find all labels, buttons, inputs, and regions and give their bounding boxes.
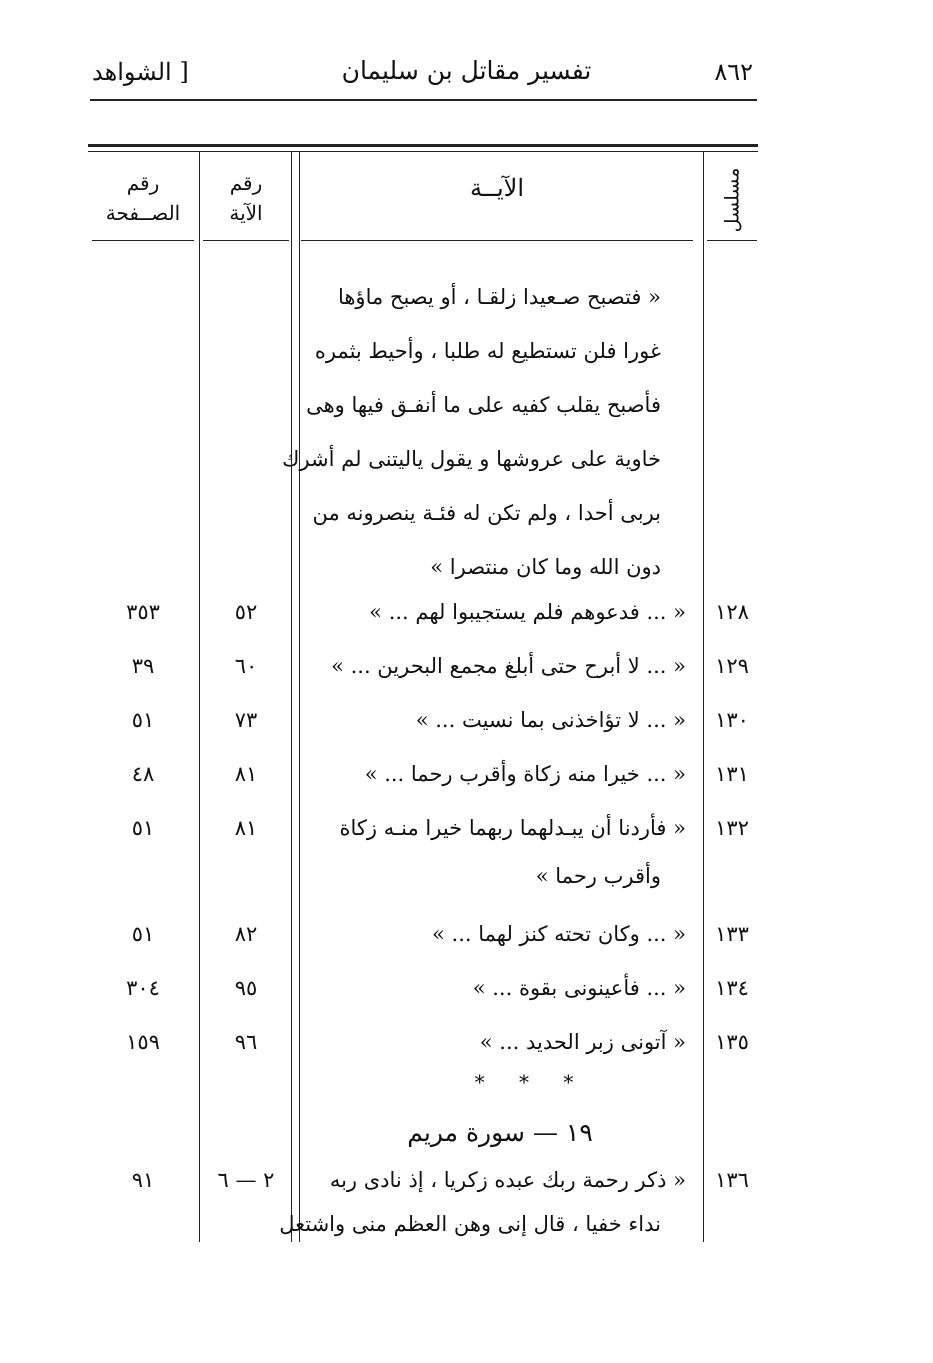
column-divider [199,152,200,1242]
verse-text-continued: نداء خفيا ، قال إنى وهن العظم منى واشتعل [279,1212,661,1236]
table-row [0,1030,933,1070]
verse-line: « فتصبح صـعيدا زلقـا ، أو يصبح ماؤها [337,285,661,309]
column-divider [299,152,300,1242]
verse-text: « ... لا تؤاخذنى بما نسيت ... » [415,708,686,732]
book-title: تفسير مقاتل بن سليمان [341,56,592,85]
verse-line: غورا فلن تستطيع له طلبا ، وأحيط بثمره [314,339,661,363]
serial-number: ١٣٥ [715,1030,749,1054]
verse-number: ٥٢ [234,600,258,624]
continued-verse [282,270,661,594]
page-number: ٨٦٢ [714,58,753,86]
header-rule [90,99,757,101]
table-row [0,708,933,748]
serial-number: ١٣٠ [715,708,749,732]
table-top-rule-thin [88,151,758,152]
table-row [0,1168,933,1258]
verse-number: ٦٠ [234,654,258,678]
verse-text-continued: وأقرب رحما » [535,864,661,888]
page-reference: ٣٩ [131,654,155,678]
verse-text: « ... فأعينونى بقوة ... » [472,976,686,1000]
verse-text: « فأردنا أن يبـدلهما ربهما خيرا منـه زكاة [339,816,686,840]
verse-line: دون الله وما كان منتصرا » [430,555,661,579]
column-header-page-number: رقم الصــفحة [105,171,181,225]
header-underline [301,240,693,241]
page-reference: ٤٨ [131,762,155,786]
verse-text: « ذكر رحمة ربك عبده زكريا ، إذ نادى ربه [329,1168,686,1192]
header-underline [707,240,757,241]
serial-number: ١٣٢ [715,816,749,840]
table-row [0,922,933,962]
serial-number: ١٢٨ [715,600,749,624]
verse-line: خاوية على عروشها و يقول ياليتنى لم أشرك [282,447,661,471]
verse-line: فأصبح يقلب كفيه على ما أنفـق فيها وهى [306,393,661,417]
verse-number: ٨١ [234,762,258,786]
serial-number: ١٣٦ [715,1168,749,1192]
serial-number: ١٣١ [715,762,749,786]
header-underline [92,240,194,241]
page-reference: ٥١ [131,816,155,840]
page-reference: ٥١ [131,922,155,946]
sura-heading: ١٩ — سورة مريم [407,1118,593,1147]
table-row [0,816,933,906]
table-row [0,600,933,640]
verse-number: ٨٢ [234,922,258,946]
verse-number: ٨١ [234,816,258,840]
serial-number: ١٣٤ [715,976,749,1000]
verse-number: ٩٦ [234,1030,258,1054]
table-row [0,654,933,694]
column-header-serial: مسلسل [720,167,743,233]
column-divider [291,152,292,1242]
table-top-rule [88,144,758,147]
page-reference: ٥١ [131,708,155,732]
serial-number: ١٣٣ [715,922,749,946]
column-header-verse: الآيــة [470,174,524,202]
verse-text: « ... وكان تحته كنز لهما ... » [432,922,686,946]
column-header-verse-number: رقم الآية [229,171,263,225]
verse-number: ٧٣ [234,708,258,732]
page-reference: ٣٠٤ [126,976,160,1000]
verse-number: ٩٥ [234,976,258,1000]
table-row [0,976,933,1016]
verse-text: « ... فدعوهم فلم يستجيبوا لهم ... » [369,600,686,624]
page-reference: ١٥٩ [126,1030,160,1054]
verse-text: « ... لا أبرح حتى أبلغ مجمع البحرين ... » [331,654,686,678]
page-reference: ٣٥٣ [126,600,160,624]
section-separator: * * * [474,1070,588,1094]
section-title: [ الشواهد [92,58,189,86]
verse-line: بربى أحدا ، ولم تكن له فئـة ينصرونه من [312,501,661,525]
serial-number: ١٢٩ [715,654,749,678]
verse-text: « آتونى زبر الحديد ... » [479,1030,686,1054]
verse-number: ٢ — ٦ [217,1168,275,1192]
table-row [0,762,933,802]
page-reference: ٩١ [131,1168,155,1192]
header-underline [203,240,289,241]
verse-text: « ... خيرا منه زكاة وأقرب رحما ... » [364,762,686,786]
